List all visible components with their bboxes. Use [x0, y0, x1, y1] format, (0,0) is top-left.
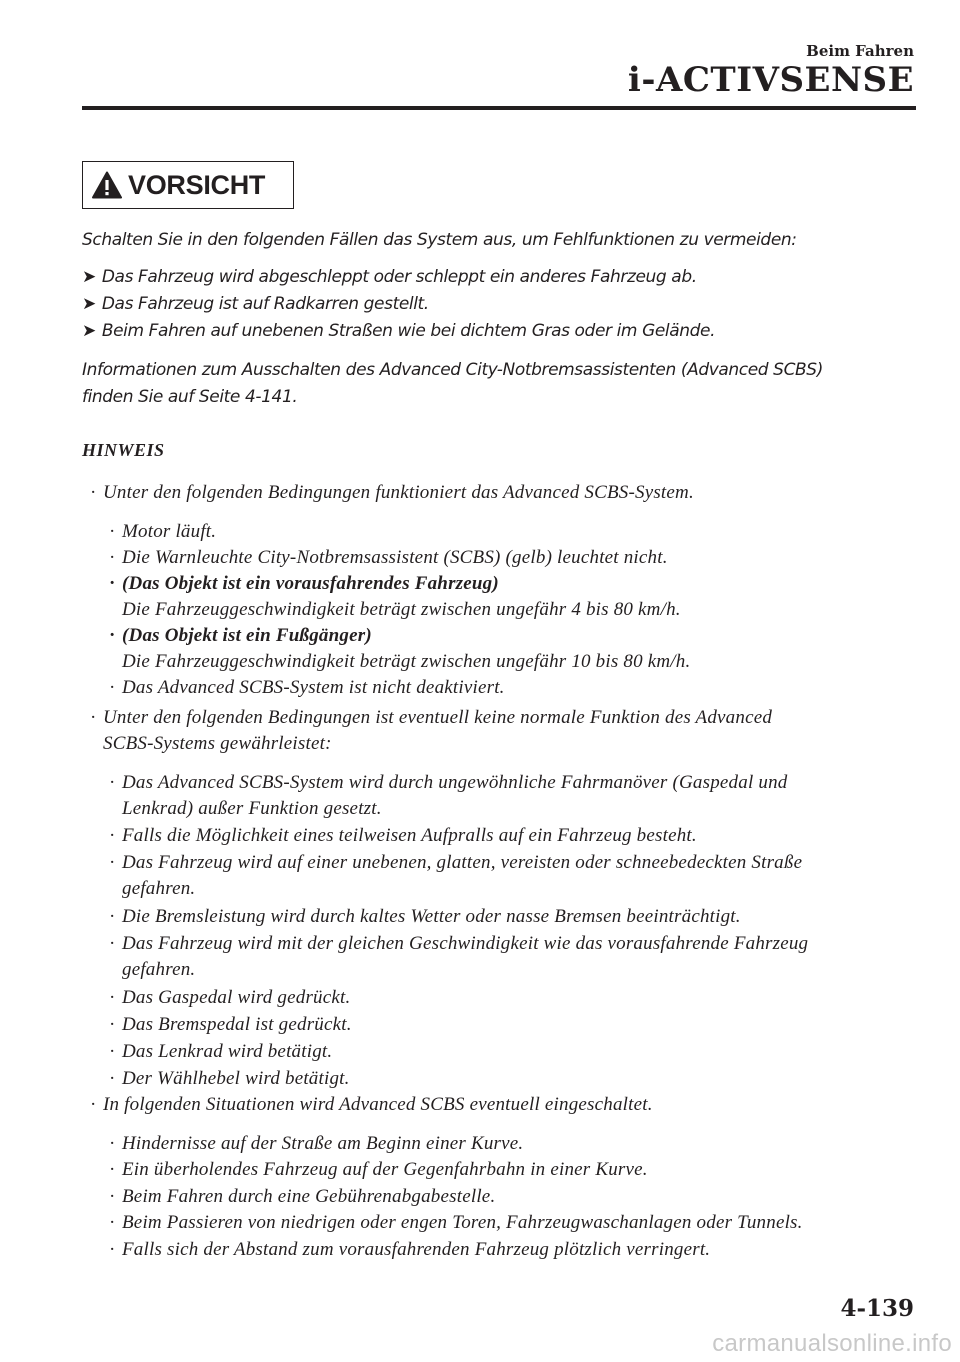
bullet-dot-icon: ·: [109, 1186, 116, 1207]
note-subitem: · Das Lenkrad wird betätigt.: [122, 1038, 332, 1065]
note-item: · Unter den folgenden Bedingungen ist eventuell keine normale Funktion des Advanced: [103, 704, 772, 731]
bullet-dot-icon: ·: [109, 1041, 116, 1062]
caution-item-text: Das Fahrzeug ist auf Radkarren gestellt.: [101, 294, 429, 314]
note-subitem: · Beim Fahren durch eine Gebührenabgabestelle.: [122, 1183, 495, 1210]
note-subitem: · Ein überholendes Fahrzeug auf der Gegenfahrbahn in einer Kurve.: [122, 1156, 648, 1183]
arrow-right-icon: ➤: [82, 294, 96, 314]
caution-item: [82, 318, 912, 345]
bullet-dot-icon: ·: [109, 906, 116, 927]
note-subitem: · Das Bremspedal ist gedrückt.: [122, 1011, 352, 1038]
arrow-right-icon: ➤: [82, 267, 96, 287]
caution-item-text: Beim Fahren auf unebenen Straßen wie bei dichtem Gras oder im Gelände.: [101, 321, 716, 341]
bullet-dot-icon: ·: [109, 573, 116, 594]
note-subitem: · Das Advanced SCBS-System ist nicht deaktiviert.: [122, 674, 505, 701]
bullet-dot-icon: ·: [109, 1133, 116, 1154]
note-subitem: · Falls die Möglichkeit eines teilweisen Aufpralls auf ein Fahrzeug besteht.: [122, 822, 697, 849]
bullet-dot-icon: ·: [109, 521, 116, 542]
note-subitem: · Hindernisse auf der Straße am Beginn einer Kurve.: [122, 1130, 523, 1157]
bullet-dot-icon: ·: [109, 547, 116, 568]
note-subitem: · Die Warnleuchte City-Notbremsassistent (SCBS) (gelb) leuchtet nicht.: [122, 544, 668, 571]
bullet-dot-icon: ·: [90, 1094, 97, 1115]
warning-triangle-icon: [92, 171, 122, 199]
page-number: 4-139: [840, 1295, 914, 1322]
watermark: carmanualsonline.info: [712, 1330, 952, 1357]
chapter-title: i-ACTIVSENSE: [627, 60, 914, 100]
note-item-text: SCBS-Systems gewährleistet:: [103, 733, 332, 754]
note-subitem: · Das Fahrzeug wird auf einer unebenen, glatten, vereisten oder schneebedeckten Straße: [122, 849, 802, 876]
bullet-dot-icon: ·: [109, 625, 116, 646]
note-subitem: · Das Fahrzeug wird mit der gleichen Geschwindigkeit wie das vorausfahrende Fahrzeug: [122, 930, 808, 957]
bullet-dot-icon: ·: [109, 852, 116, 873]
bullet-dot-icon: ·: [109, 1159, 116, 1180]
bullet-dot-icon: ·: [109, 1068, 116, 1089]
bullet-dot-icon: ·: [109, 1014, 116, 1035]
note-subitem: · Das Advanced SCBS-System wird durch ungewöhnliche Fahrmanöver (Gaspedal und: [122, 769, 787, 796]
bullet-dot-icon: ·: [90, 707, 97, 728]
note-subitem-text: Lenkrad) außer Funktion gesetzt.: [122, 798, 382, 819]
note-subitem: · Motor läuft.: [122, 518, 216, 545]
bullet-dot-icon: ·: [109, 772, 116, 793]
section-header: Beim Fahren: [806, 42, 914, 60]
note-subitem: · Beim Passieren von niedrigen oder engen Toren, Fahrzeugwaschanlagen oder Tunnels.: [122, 1209, 803, 1236]
bullet-dot-icon: ·: [90, 482, 97, 503]
caution-intro: Schalten Sie in den folgenden Fällen das System aus, um Fehlfunktionen zu vermeiden:: [82, 230, 797, 250]
note-subitem: · (Das Objekt ist ein vorausfahrendes Fahrzeug): [122, 570, 499, 597]
note-subitem-text: Die Fahrzeuggeschwindigkeit beträgt zwischen ungefähr 10 bis 80 km/h.: [122, 651, 691, 672]
caution-item-text: Das Fahrzeug wird abgeschleppt oder schleppt ein anderes Fahrzeug ab.: [101, 267, 697, 287]
bullet-dot-icon: ·: [109, 933, 116, 954]
caution-info-line: Informationen zum Ausschalten des Advanced City-Notbremsassistenten (Advanced SCBS): [82, 360, 823, 380]
note-item: · In folgenden Situationen wird Advanced SCBS eventuell eingeschaltet.: [103, 1091, 653, 1118]
bullet-dot-icon: ·: [109, 1239, 116, 1260]
note-subitem: · Falls sich der Abstand zum vorausfahrenden Fahrzeug plötzlich verringert.: [122, 1236, 710, 1263]
caution-item: [82, 291, 912, 318]
note-subitem-text: gefahren.: [122, 959, 196, 980]
note-subitem: · Das Gaspedal wird gedrückt.: [122, 984, 350, 1011]
note-subitem: · (Das Objekt ist ein Fußgänger): [122, 622, 372, 649]
caution-item: [82, 264, 912, 291]
bullet-dot-icon: ·: [109, 677, 116, 698]
note-heading: HINWEIS: [82, 440, 165, 460]
caution-box: [82, 161, 294, 209]
note-subitem-text: gefahren.: [122, 878, 196, 899]
caution-info-line: finden Sie auf Seite 4-141.: [82, 387, 298, 407]
arrow-right-icon: ➤: [82, 321, 96, 341]
bullet-dot-icon: ·: [109, 825, 116, 846]
header-rule: [82, 106, 916, 110]
note-subitem: · Die Bremsleistung wird durch kaltes Wetter oder nasse Bremsen beeinträchtigt.: [122, 903, 741, 930]
note-subitem: · Der Wählhebel wird betätigt.: [122, 1065, 350, 1092]
caution-label: VORSICHT: [128, 169, 266, 200]
note-subitem-text: Die Fahrzeuggeschwindigkeit beträgt zwischen ungefähr 4 bis 80 km/h.: [122, 599, 681, 620]
bullet-dot-icon: ·: [109, 987, 116, 1008]
bullet-dot-icon: ·: [109, 1212, 116, 1233]
note-item: · Unter den folgenden Bedingungen funktioniert das Advanced SCBS-System.: [103, 479, 694, 506]
